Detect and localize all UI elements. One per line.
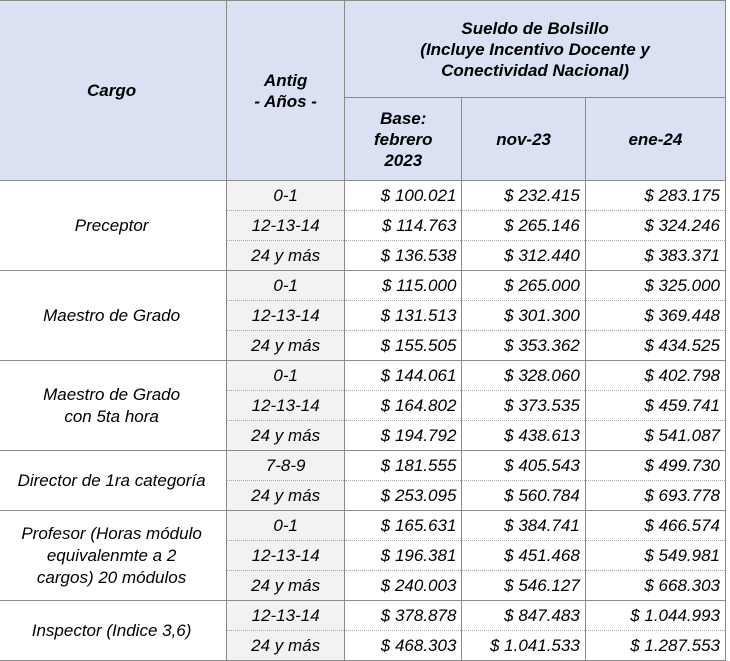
header-antig-line2: - Años - (254, 91, 317, 111)
nov-cell: $ 405.543 (462, 451, 585, 481)
table-row (0, 181, 726, 211)
cargo-cell (0, 601, 227, 661)
antig-cell: 0-1 (227, 511, 345, 541)
base-cell: $ 378.878 (345, 601, 462, 631)
antig-cell: 12-13-14 (227, 601, 345, 631)
ene-cell: $ 459.741 (585, 391, 725, 421)
nov-cell: $ 847.483 (462, 601, 585, 631)
antig-cell: 24 y más (227, 631, 345, 661)
ene-cell: $ 1.044.993 (585, 601, 725, 631)
antig-cell: 24 y más (227, 481, 345, 511)
base-cell: $ 194.792 (345, 421, 462, 451)
nov-cell: $ 232.415 (462, 181, 585, 211)
nov-cell: $ 438.613 (462, 421, 585, 451)
base-cell: $ 115.000 (345, 271, 462, 301)
cargo-line: Director de 1ra categoría (17, 470, 206, 490)
antig-cell: 12-13-14 (227, 391, 345, 421)
nov-cell: $ 353.362 (462, 331, 585, 361)
header-base-line2: febrero (373, 129, 433, 149)
header-sueldo-line1: Sueldo de Bolsillo (461, 18, 609, 38)
cargo-cell (0, 271, 227, 361)
header-base-line3: 2023 (384, 150, 423, 170)
base-cell: $ 165.631 (345, 511, 462, 541)
ene-cell: $ 325.000 (585, 271, 725, 301)
nov-cell: $ 301.300 (462, 301, 585, 331)
antig-cell: 24 y más (227, 331, 345, 361)
ene-cell: $ 324.246 (585, 211, 725, 241)
antig-cell: 0-1 (227, 181, 345, 211)
ene-cell: $ 549.981 (585, 541, 725, 571)
table-row (0, 361, 726, 391)
base-cell: $ 155.505 (345, 331, 462, 361)
cargo-line: Preceptor (74, 215, 149, 235)
base-cell: $ 253.095 (345, 481, 462, 511)
antig-cell: 12-13-14 (227, 541, 345, 571)
antig-cell: 24 y más (227, 421, 345, 451)
nov-cell: $ 384.741 (462, 511, 585, 541)
nov-cell: $ 1.041.533 (462, 631, 585, 661)
ene-cell: $ 383.371 (585, 241, 725, 271)
header-sueldo (345, 1, 726, 98)
cargo-line: Profesor (Horas módulo (21, 523, 202, 543)
base-cell: $ 240.003 (345, 571, 462, 601)
table-row (0, 511, 726, 541)
cargo-line: Inspector (Indice 3,6) (31, 620, 192, 640)
ene-cell: $ 369.448 (585, 301, 725, 331)
base-cell: $ 144.061 (345, 361, 462, 391)
header-antig-line1: Antig (263, 70, 308, 90)
base-cell: $ 164.802 (345, 391, 462, 421)
base-cell: $ 114.763 (345, 211, 462, 241)
header-base-line1: Base: (380, 108, 427, 128)
nov-cell: $ 560.784 (462, 481, 585, 511)
nov-cell: $ 312.440 (462, 241, 585, 271)
nov-cell: $ 265.000 (462, 271, 585, 301)
header-antig (227, 1, 345, 181)
table-row (0, 451, 726, 481)
header-cargo: Cargo (0, 1, 227, 181)
base-cell: $ 181.555 (345, 451, 462, 481)
cargo-cell (0, 181, 227, 271)
nov-cell: $ 373.535 (462, 391, 585, 421)
antig-cell: 12-13-14 (227, 301, 345, 331)
ene-cell: $ 668.303 (585, 571, 725, 601)
cargo-line: Maestro de Grado (43, 384, 181, 404)
antig-cell: 0-1 (227, 271, 345, 301)
antig-cell: 24 y más (227, 571, 345, 601)
header-sueldo-line3: Conectividad Nacional) (441, 60, 630, 80)
table-body (0, 181, 726, 661)
ene-cell: $ 693.778 (585, 481, 725, 511)
table-row (0, 271, 726, 301)
header-sueldo-line2: (Incluye Incentivo Docente y (420, 39, 650, 59)
cargo-cell (0, 511, 227, 601)
nov-cell: $ 546.127 (462, 571, 585, 601)
antig-cell: 24 y más (227, 241, 345, 271)
nov-cell: $ 328.060 (462, 361, 585, 391)
base-cell: $ 468.303 (345, 631, 462, 661)
cargo-cell (0, 451, 227, 511)
nov-cell: $ 451.468 (462, 541, 585, 571)
base-cell: $ 136.538 (345, 241, 462, 271)
nov-cell: $ 265.146 (462, 211, 585, 241)
header-nov: nov-23 (462, 98, 585, 181)
base-cell: $ 100.021 (345, 181, 462, 211)
cargo-cell (0, 361, 227, 451)
ene-cell: $ 434.525 (585, 331, 725, 361)
base-cell: $ 196.381 (345, 541, 462, 571)
table-row (0, 601, 726, 631)
ene-cell: $ 283.175 (585, 181, 725, 211)
ene-cell: $ 402.798 (585, 361, 725, 391)
cargo-line: cargos) 20 módulos (36, 567, 187, 587)
header-ene: ene-24 (585, 98, 725, 181)
base-cell: $ 131.513 (345, 301, 462, 331)
antig-cell: 0-1 (227, 361, 345, 391)
ene-cell: $ 466.574 (585, 511, 725, 541)
cargo-line: Maestro de Grado (43, 305, 181, 325)
antig-cell: 7-8-9 (227, 451, 345, 481)
ene-cell: $ 499.730 (585, 451, 725, 481)
header-base (345, 98, 462, 181)
antig-cell: 12-13-14 (227, 211, 345, 241)
cargo-line: con 5ta hora (64, 406, 159, 426)
ene-cell: $ 1.287.553 (585, 631, 725, 661)
cargo-line: equivalenmte a 2 (46, 545, 177, 565)
ene-cell: $ 541.087 (585, 421, 725, 451)
